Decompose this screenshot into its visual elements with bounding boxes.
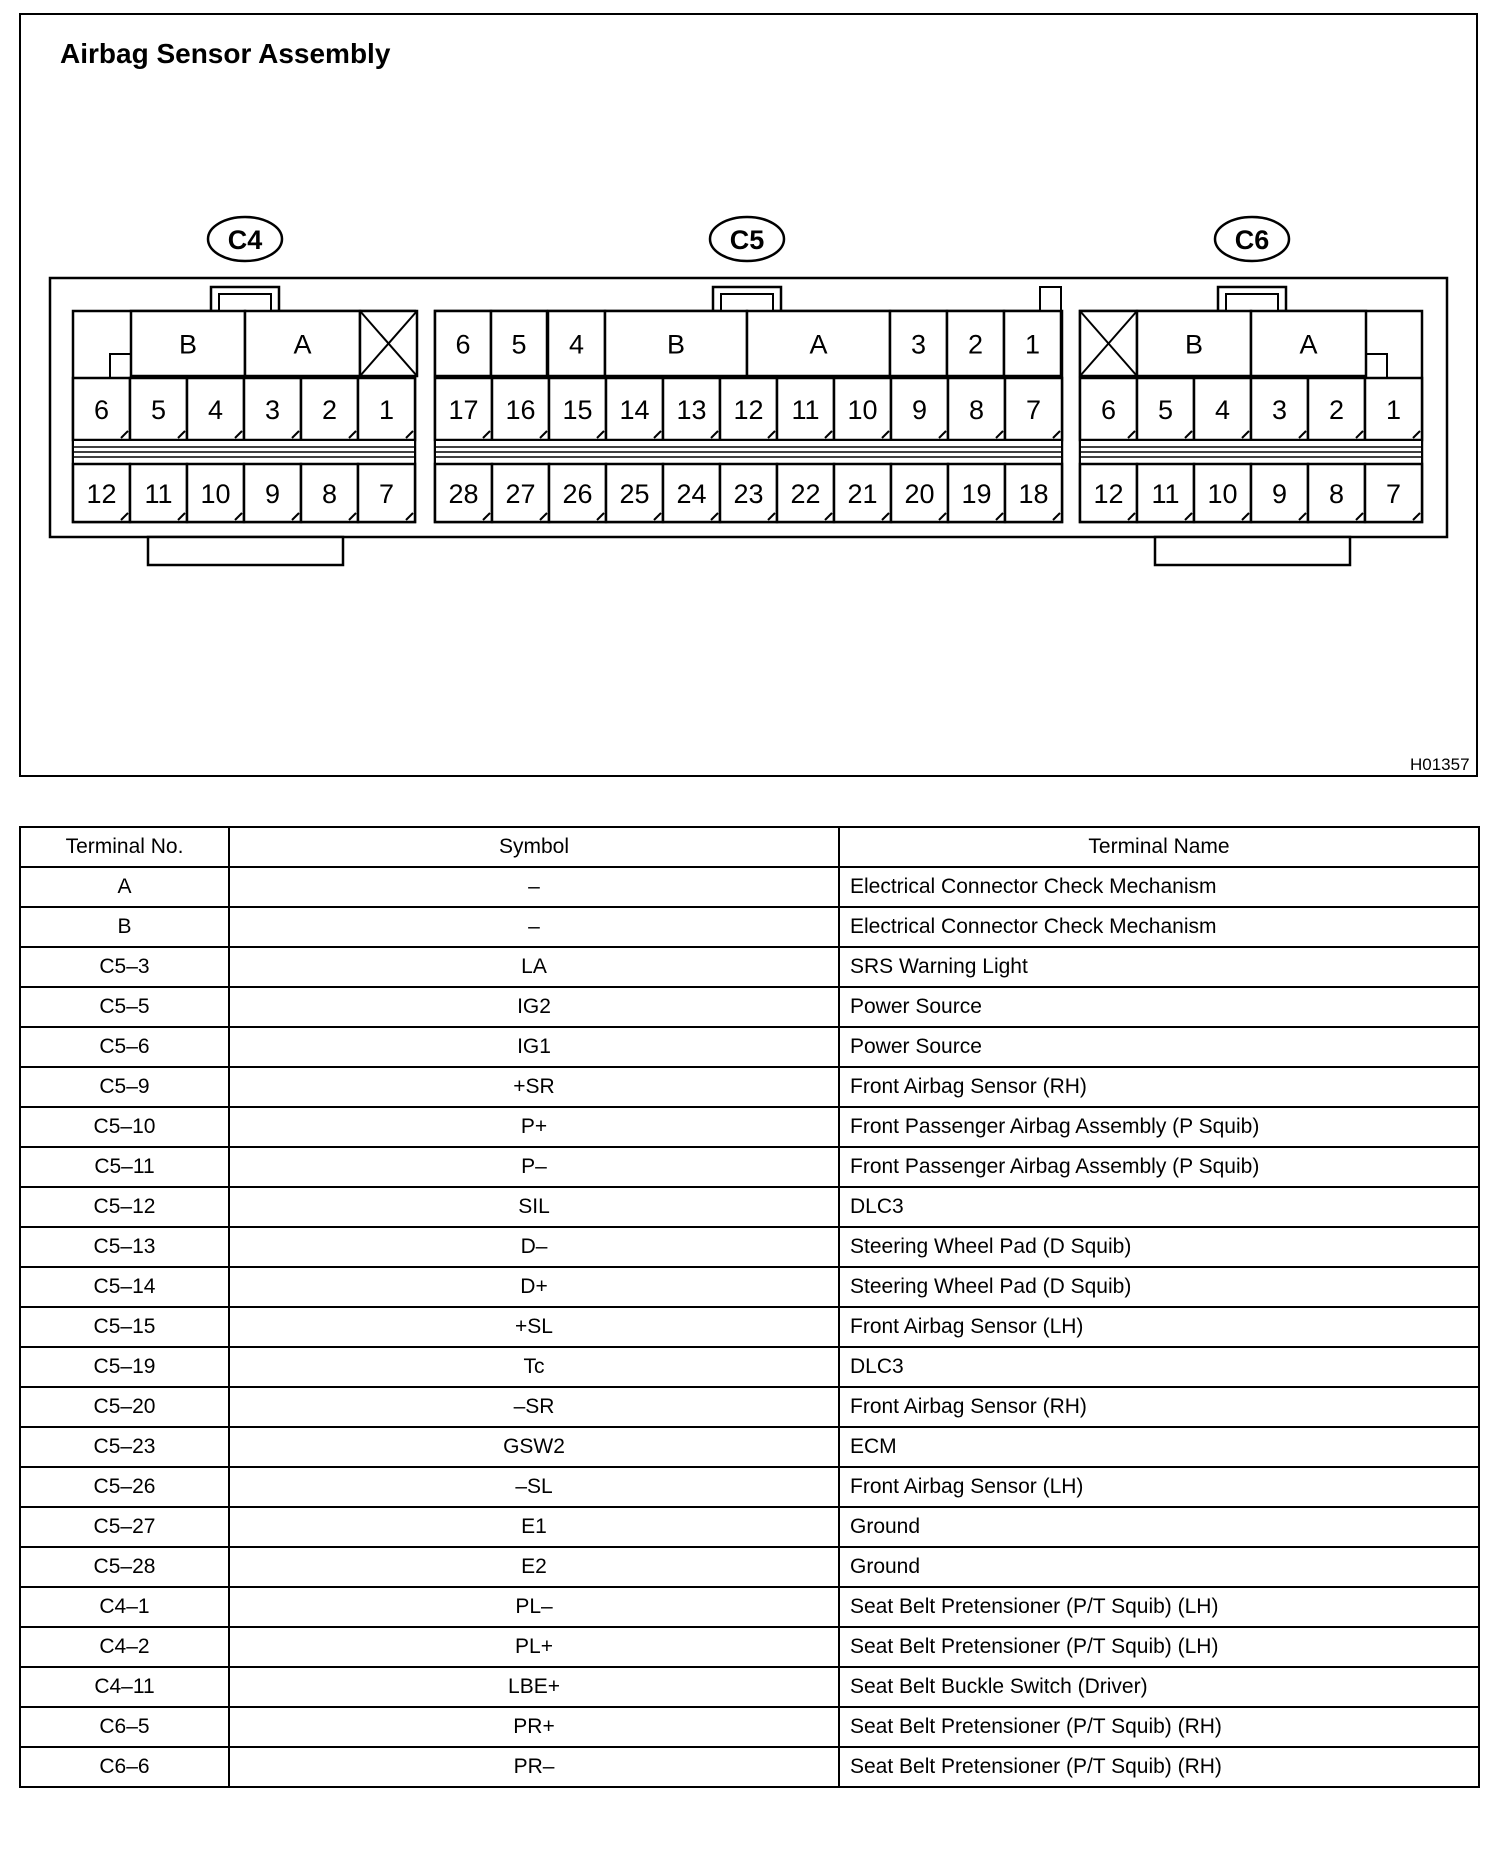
terminal-c5-7: 7	[1025, 395, 1042, 425]
table-row	[20, 907, 1479, 947]
symbol-cell: –SR	[229, 1387, 839, 1427]
terminal-c5-23: 23	[733, 479, 764, 509]
terminal-no-cell: C5–13	[20, 1227, 229, 1267]
table-row	[20, 1587, 1479, 1627]
table-row	[20, 987, 1479, 1027]
terminal-c5-28: 28	[448, 479, 479, 509]
terminal-c6-3: 3	[1271, 395, 1288, 425]
symbol-cell: PL–	[229, 1587, 839, 1627]
terminal-c4-5: 5	[150, 395, 167, 425]
terminal-c5-12: 12	[733, 395, 764, 425]
symbol-cell: LA	[229, 947, 839, 987]
terminal-name-cell: Ground	[839, 1507, 1479, 1547]
terminal-c5-22: 22	[790, 479, 821, 509]
terminal-no-cell: C5–11	[20, 1147, 229, 1187]
terminal-name-cell: Seat Belt Pretensioner (P/T Squib) (LH)	[839, 1587, 1479, 1627]
table-row	[20, 1147, 1479, 1187]
terminal-c5-25: 25	[619, 479, 650, 509]
connector-label-c6: C6	[1234, 225, 1270, 255]
terminal-c5-13: 13	[676, 395, 707, 425]
terminal-name-cell: Front Passenger Airbag Assembly (P Squib)	[839, 1107, 1479, 1147]
terminal-c4-7: 7	[378, 479, 395, 509]
symbol-cell: E1	[229, 1507, 839, 1547]
terminal-no-cell: B	[20, 907, 229, 947]
terminal-name-cell: Steering Wheel Pad (D Squib)	[839, 1227, 1479, 1267]
terminal-no-cell: C5–3	[20, 947, 229, 987]
terminal-c5-17: 17	[448, 395, 479, 425]
terminal-no-cell: A	[20, 867, 229, 907]
top-cavity-c5: 2	[967, 329, 984, 360]
terminal-name-cell: Power Source	[839, 1027, 1479, 1067]
terminal-c5-10: 10	[847, 395, 878, 425]
connector-tab	[1366, 354, 1387, 378]
terminal-no-cell: C5–5	[20, 987, 229, 1027]
connector-base	[1155, 537, 1350, 565]
header-terminal-name: Terminal Name	[839, 827, 1479, 867]
symbol-cell: P–	[229, 1147, 839, 1187]
terminal-c6-1: 1	[1385, 395, 1402, 425]
table-row	[20, 867, 1479, 907]
table-row	[20, 1507, 1479, 1547]
symbol-cell: GSW2	[229, 1427, 839, 1467]
terminal-c4-11: 11	[144, 479, 173, 509]
top-cavity-c4: A	[293, 329, 312, 360]
symbol-cell: –SL	[229, 1467, 839, 1507]
terminal-no-cell: C5–12	[20, 1187, 229, 1227]
terminal-name-cell: Seat Belt Pretensioner (P/T Squib) (LH)	[839, 1627, 1479, 1667]
terminal-name-cell: Seat Belt Pretensioner (P/T Squib) (RH)	[839, 1747, 1479, 1787]
table-row	[20, 1387, 1479, 1427]
terminal-no-cell: C5–23	[20, 1427, 229, 1467]
terminal-no-cell: C6–5	[20, 1707, 229, 1747]
terminal-c4-1: 1	[378, 395, 395, 425]
terminal-name-cell: Front Airbag Sensor (RH)	[839, 1067, 1479, 1107]
terminal-c5-16: 16	[505, 395, 536, 425]
terminal-name-cell: DLC3	[839, 1187, 1479, 1227]
terminal-c6-12: 12	[1093, 479, 1124, 509]
symbol-cell: –	[229, 907, 839, 947]
table-row	[20, 1187, 1479, 1227]
terminal-no-cell: C6–6	[20, 1747, 229, 1787]
symbol-cell: PR+	[229, 1707, 839, 1747]
terminal-no-cell: C5–6	[20, 1027, 229, 1067]
terminal-name-cell: Seat Belt Buckle Switch (Driver)	[839, 1667, 1479, 1707]
terminal-c4-2: 2	[321, 395, 338, 425]
table-header-row	[20, 827, 1479, 867]
symbol-cell: +SL	[229, 1307, 839, 1347]
table-row	[20, 1547, 1479, 1587]
terminal-no-cell: C5–19	[20, 1347, 229, 1387]
terminal-no-cell: C4–1	[20, 1587, 229, 1627]
table-row	[20, 1707, 1479, 1747]
terminal-c5-15: 15	[562, 395, 593, 425]
terminal-name-cell: DLC3	[839, 1347, 1479, 1387]
table-row	[20, 1307, 1479, 1347]
symbol-cell: –	[229, 867, 839, 907]
terminal-name-cell: Steering Wheel Pad (D Squib)	[839, 1267, 1479, 1307]
symbol-cell: IG1	[229, 1027, 839, 1067]
terminal-no-cell: C5–20	[20, 1387, 229, 1427]
terminal-c6-7: 7	[1385, 479, 1402, 509]
symbol-cell: LBE+	[229, 1667, 839, 1707]
header-symbol: Symbol	[229, 827, 839, 867]
connector-label-c5: C5	[729, 225, 765, 255]
terminal-c5-19: 19	[961, 479, 992, 509]
symbol-cell: E2	[229, 1547, 839, 1587]
figure-code: H01357	[1410, 755, 1470, 774]
terminal-c4-3: 3	[264, 395, 281, 425]
top-cavity-c5: B	[666, 329, 686, 360]
table-row	[20, 947, 1479, 987]
terminal-c6-5: 5	[1157, 395, 1174, 425]
terminal-table	[19, 826, 1480, 1788]
header-terminal-no: Terminal No.	[20, 827, 229, 867]
table-row	[20, 1427, 1479, 1467]
terminal-name-cell: Front Passenger Airbag Assembly (P Squib)	[839, 1147, 1479, 1187]
terminal-no-cell: C5–9	[20, 1067, 229, 1107]
symbol-cell: +SR	[229, 1067, 839, 1107]
terminal-name-cell: Electrical Connector Check Mechanism	[839, 867, 1479, 907]
table-row	[20, 1667, 1479, 1707]
terminal-no-cell: C5–28	[20, 1547, 229, 1587]
terminal-name-cell: Front Airbag Sensor (LH)	[839, 1467, 1479, 1507]
terminal-name-cell: Front Airbag Sensor (RH)	[839, 1387, 1479, 1427]
terminal-c4-10: 10	[200, 479, 231, 509]
table-row	[20, 1627, 1479, 1667]
terminal-no-cell: C4–2	[20, 1627, 229, 1667]
terminal-c5-21: 21	[847, 479, 878, 509]
terminal-c4-9: 9	[264, 479, 281, 509]
table-row	[20, 1227, 1479, 1267]
connector-diagram	[0, 0, 1504, 780]
connector-tab	[110, 354, 131, 378]
terminal-c6-11: 11	[1151, 479, 1180, 509]
table-row	[20, 1347, 1479, 1387]
table-row	[20, 1267, 1479, 1307]
terminal-c5-26: 26	[562, 479, 593, 509]
table-row	[20, 1467, 1479, 1507]
terminal-name-cell: Power Source	[839, 987, 1479, 1027]
top-cavity-c5: 6	[455, 329, 471, 360]
terminal-no-cell: C5–27	[20, 1507, 229, 1547]
top-cavity-c5: 3	[910, 329, 927, 360]
terminal-c5-27: 27	[505, 479, 536, 509]
terminal-c5-20: 20	[904, 479, 935, 509]
terminal-name-cell: SRS Warning Light	[839, 947, 1479, 987]
table-row	[20, 1067, 1479, 1107]
terminal-c4-6: 6	[93, 395, 110, 425]
terminal-name-cell: Seat Belt Pretensioner (P/T Squib) (RH)	[839, 1707, 1479, 1747]
terminal-no-cell: C5–14	[20, 1267, 229, 1307]
terminal-no-cell: C5–10	[20, 1107, 229, 1147]
terminal-no-cell: C5–15	[20, 1307, 229, 1347]
symbol-cell: SIL	[229, 1187, 839, 1227]
terminal-c5-24: 24	[676, 479, 707, 509]
terminal-c5-18: 18	[1018, 479, 1049, 509]
terminal-name-cell: Ground	[839, 1547, 1479, 1587]
table-row	[20, 1027, 1479, 1067]
terminal-no-cell: C4–11	[20, 1667, 229, 1707]
symbol-cell: IG2	[229, 987, 839, 1027]
terminal-no-cell: C5–26	[20, 1467, 229, 1507]
top-cavity-c6: B	[1184, 329, 1204, 360]
terminal-name-cell: Electrical Connector Check Mechanism	[839, 907, 1479, 947]
terminal-c5-9: 9	[911, 395, 928, 425]
terminal-c6-10: 10	[1207, 479, 1238, 509]
top-cavity-c6: A	[1299, 329, 1318, 360]
connector-base	[148, 537, 343, 565]
symbol-cell: D+	[229, 1267, 839, 1307]
terminal-c6-2: 2	[1328, 395, 1345, 425]
terminal-c5-11: 11	[791, 395, 820, 425]
terminal-c6-9: 9	[1271, 479, 1288, 509]
top-cavity-c4: B	[178, 329, 198, 360]
diagram-title: Airbag Sensor Assembly	[60, 38, 391, 69]
symbol-cell: Tc	[229, 1347, 839, 1387]
symbol-cell: PL+	[229, 1627, 839, 1667]
top-cavity-c5: 4	[568, 329, 585, 360]
top-cavity-c5: A	[809, 329, 828, 360]
connector-label-c4: C4	[227, 225, 263, 255]
terminal-c6-4: 4	[1214, 395, 1231, 425]
top-cavity-c5: 5	[511, 329, 527, 360]
terminal-name-cell: Front Airbag Sensor (LH)	[839, 1307, 1479, 1347]
terminal-c6-6: 6	[1100, 395, 1117, 425]
connector-tab	[1040, 287, 1061, 311]
terminal-c4-12: 12	[86, 479, 117, 509]
top-cavity-c5: 1	[1024, 329, 1041, 360]
terminal-c4-4: 4	[207, 395, 224, 425]
table-row	[20, 1107, 1479, 1147]
terminal-c4-8: 8	[321, 479, 338, 509]
terminal-c5-14: 14	[619, 395, 650, 425]
table-row	[20, 1747, 1479, 1787]
terminal-c6-8: 8	[1328, 479, 1345, 509]
symbol-cell: PR–	[229, 1747, 839, 1787]
terminal-c5-8: 8	[968, 395, 985, 425]
terminal-name-cell: ECM	[839, 1427, 1479, 1467]
symbol-cell: P+	[229, 1107, 839, 1147]
symbol-cell: D–	[229, 1227, 839, 1267]
